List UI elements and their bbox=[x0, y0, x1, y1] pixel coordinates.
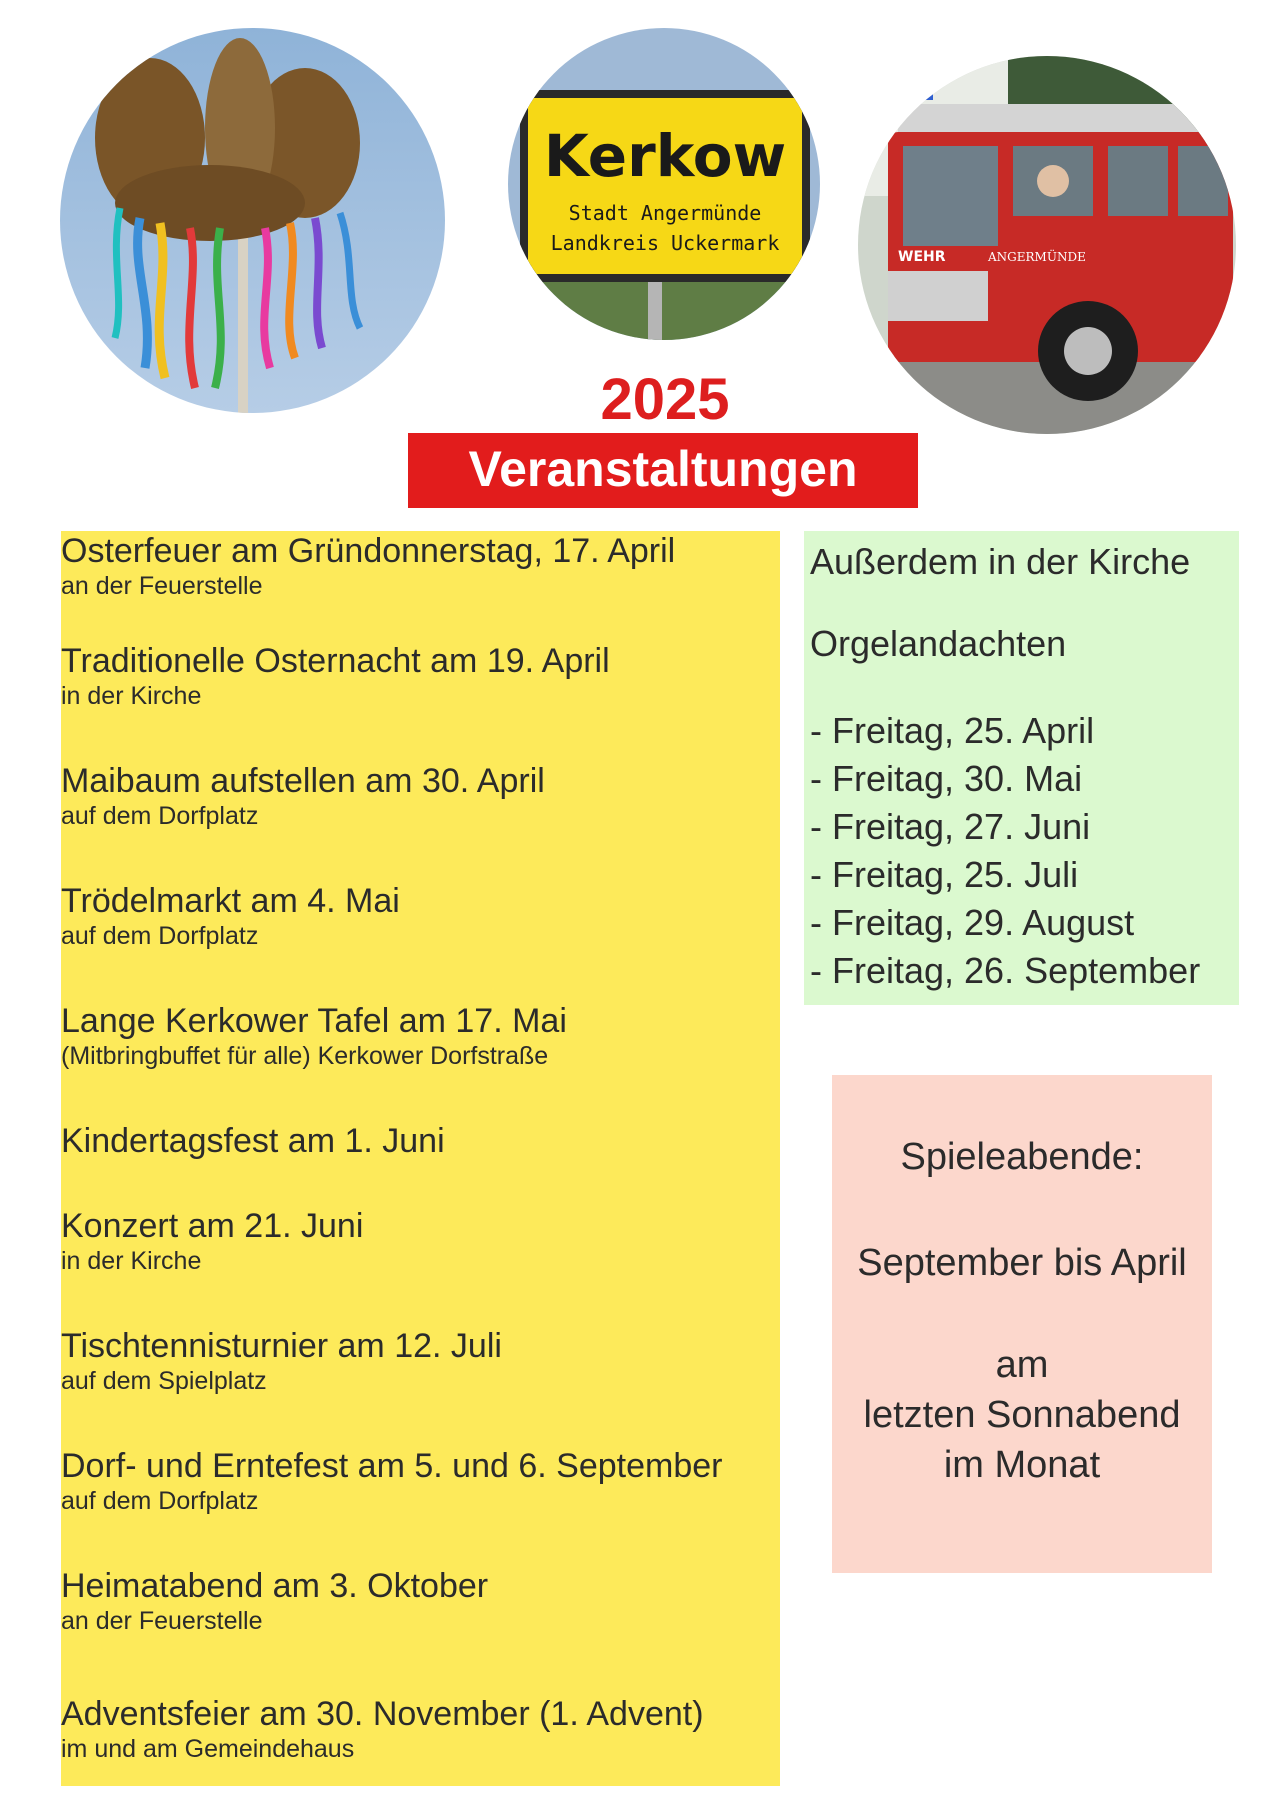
games-title: Spieleabende: bbox=[900, 1136, 1144, 1178]
event-title: Heimatabend am 3. Oktober bbox=[61, 1567, 489, 1605]
organ-date: - Freitag, 29. August bbox=[810, 902, 1135, 943]
year-heading: 2025 bbox=[600, 367, 730, 432]
event-title: Lange Kerkower Tafel am 17. Mai bbox=[61, 1002, 567, 1040]
church-panel bbox=[804, 531, 1239, 1005]
town-sign-photo bbox=[508, 28, 820, 340]
event-item bbox=[61, 1001, 780, 1071]
event-item bbox=[61, 881, 780, 951]
event-title: Adventsfeier am 30. November (1. Advent) bbox=[61, 1695, 704, 1733]
event-item bbox=[61, 1121, 780, 1161]
event-location: auf dem Dorfplatz bbox=[61, 922, 259, 950]
organ-date: - Freitag, 30. Mai bbox=[810, 758, 1083, 799]
maibaum-photo bbox=[60, 28, 445, 413]
event-location: auf dem Spielplatz bbox=[61, 1367, 267, 1395]
event-location: auf dem Dorfplatz bbox=[61, 802, 259, 830]
sign-town-name: Kerkow bbox=[543, 122, 787, 190]
event-item bbox=[61, 1566, 780, 1636]
organ-date: - Freitag, 25. April bbox=[810, 710, 1095, 751]
events-banner: Veranstaltungen bbox=[408, 433, 918, 508]
event-title: Kindertagsfest am 1. Juni bbox=[61, 1122, 445, 1160]
event-location: an der Feuerstelle bbox=[61, 1607, 263, 1635]
event-location: (Mitbringbuffet für alle) Kerkower Dorfstraße bbox=[61, 1042, 549, 1070]
event-item bbox=[61, 1446, 780, 1516]
organ-date: - Freitag, 26. September bbox=[810, 950, 1201, 991]
event-location: an der Feuerstelle bbox=[61, 572, 263, 600]
games-line-1: am bbox=[995, 1344, 1049, 1386]
event-title: Traditionelle Osternacht am 19. April bbox=[61, 642, 610, 680]
event-title: Tischtennisturnier am 12. Juli bbox=[61, 1327, 502, 1365]
games-period: September bis April bbox=[857, 1242, 1187, 1284]
event-title: Osterfeuer am Gründonnerstag, 17. April bbox=[61, 532, 676, 570]
event-item bbox=[61, 1326, 780, 1396]
sign-line-2: Landkreis Uckermark bbox=[550, 231, 780, 255]
event-title: Trödelmarkt am 4. Mai bbox=[61, 882, 400, 920]
games-line-3: im Monat bbox=[943, 1444, 1101, 1486]
organ-heading: Orgelandachten bbox=[810, 623, 1067, 664]
organ-date: - Freitag, 27. Juni bbox=[810, 806, 1091, 847]
sign-line-1: Stadt Angermünde bbox=[568, 201, 762, 225]
event-title: Konzert am 21. Juni bbox=[61, 1207, 364, 1245]
organ-dates-list bbox=[810, 707, 1200, 995]
games-panel bbox=[832, 1075, 1212, 1573]
event-title: Maibaum aufstellen am 30. April bbox=[61, 762, 545, 800]
event-item bbox=[61, 761, 780, 831]
truck-label-town: ANGERMÜNDE bbox=[988, 250, 1086, 264]
event-item bbox=[61, 1206, 780, 1276]
event-title: Dorf- und Erntefest am 5. und 6. September bbox=[61, 1447, 723, 1485]
event-item bbox=[61, 531, 780, 601]
organ-date: - Freitag, 25. Juli bbox=[810, 854, 1079, 895]
event-location: im und am Gemeindehaus bbox=[61, 1735, 355, 1763]
games-line-2: letzten Sonnabend bbox=[863, 1394, 1181, 1436]
event-location: in der Kirche bbox=[61, 1247, 202, 1275]
truck-label-wehr: WEHR bbox=[898, 249, 946, 265]
event-item bbox=[61, 1694, 780, 1764]
church-heading: Außerdem in der Kirche bbox=[810, 541, 1191, 582]
event-location: auf dem Dorfplatz bbox=[61, 1487, 259, 1515]
events-panel bbox=[61, 531, 780, 1786]
event-item bbox=[61, 641, 780, 711]
event-location: in der Kirche bbox=[61, 682, 202, 710]
